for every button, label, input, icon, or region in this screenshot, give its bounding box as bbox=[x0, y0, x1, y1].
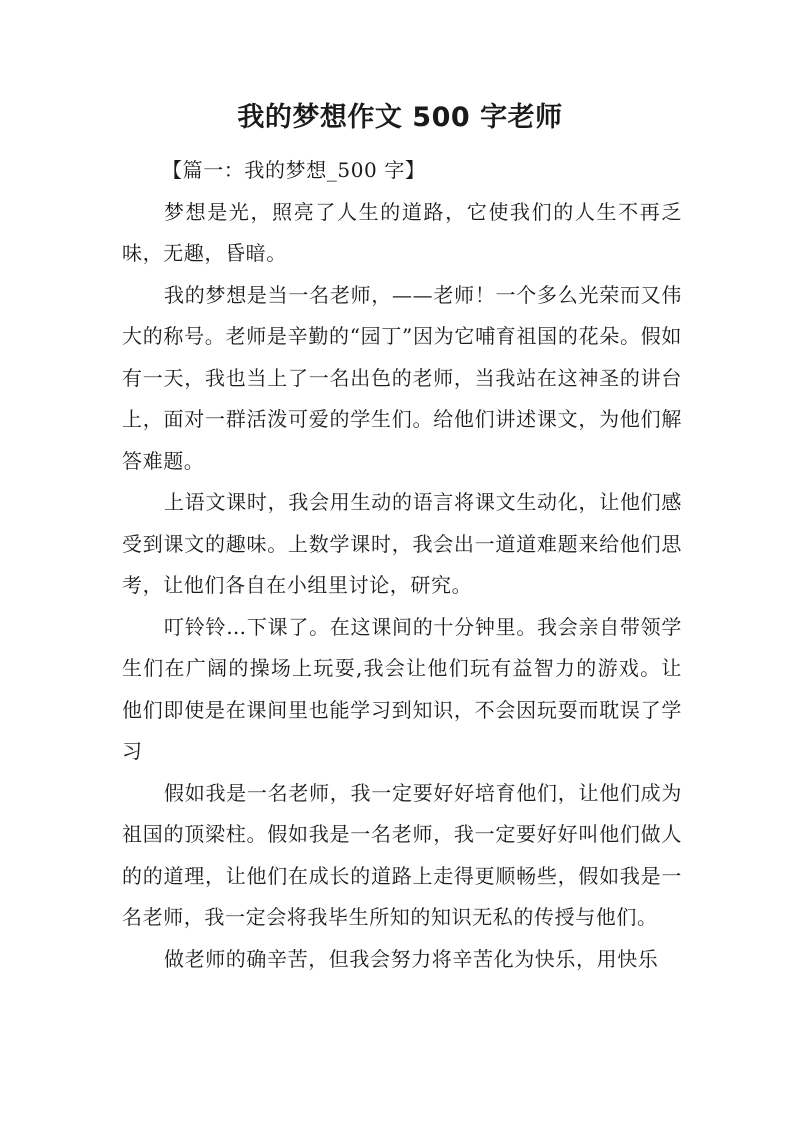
paragraph-6: 做老师的确辛苦，但我会努力将辛苦化为快乐，用快乐 bbox=[164, 946, 659, 971]
document-title: 我的梦想作文 500 字老师 bbox=[237, 102, 563, 133]
paragraph-1: 梦想是光，照亮了人生的道路，它使我们的人生不再乏味，无趣，昏暗。 bbox=[122, 199, 682, 265]
paragraph-5: 假如我是一名老师，我一定要好好培育他们，让他们成为祖国的顶梁柱。假如我是一名老师，我一定要好好叫他们做人的的道理，让他们在成长的道路上走得更顺畅些，假如我是一名老师，我一定会将我毕生所知的知识无私的传授与他们。 bbox=[122, 780, 682, 929]
paragraph-4: 叮铃铃…下课了。在这课间的十分钟里。我会亲自带领学生们在广阔的操场上玩耍,我会让他们玩有益智力的游戏。让他们即使是在课间里也能学习到知识，不会因玩耍而耽误了学习 bbox=[122, 614, 682, 763]
paragraph-2: 我的梦想是当一名老师，——老师！一个多么光荣而又伟大的称号。老师是辛勤的“园丁”因为它哺育祖国的花朵。假如有一天，我也当上了一名出色的老师，当我站在这神圣的讲台上，面对一群活泼可爱的学生们。给他们讲述课文，为他们解答难题。 bbox=[122, 282, 682, 473]
section-heading: 【篇一：我的梦想_500 字】 bbox=[162, 158, 426, 182]
document-body bbox=[122, 150, 682, 980]
paragraph-3: 上语文课时，我会用生动的语言将课文生动化，让他们感受到课文的趣味。上数学课时，我会出一道道难题来给他们思考，让他们各自在小组里讨论，研究。 bbox=[122, 490, 682, 597]
